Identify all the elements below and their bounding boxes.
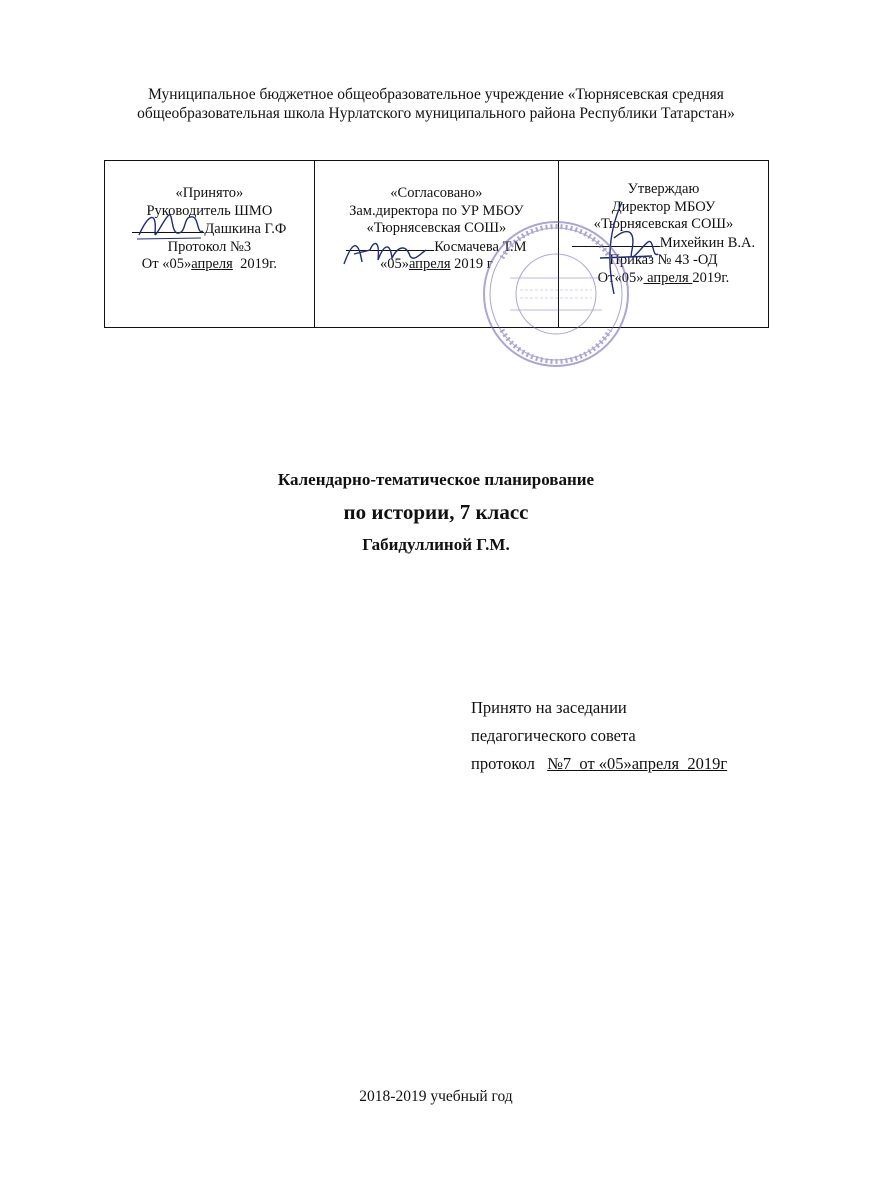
approved-title: Утверждаю (627, 181, 700, 197)
org-line-1: Муниципальное бюджетное общеобразовательное учреждение «Тюрнясевская средняя (148, 86, 724, 103)
signature-shmo-head (135, 205, 207, 245)
council-line-2: педагогического совета (471, 726, 636, 745)
agreed-school: «Тюрнясевская СОШ» (366, 220, 507, 236)
council-note (471, 694, 727, 778)
academic-year: 2018-2019 учебный год (359, 1088, 513, 1105)
accepted-role: Руководитель ШМО (146, 202, 273, 219)
approved-role: Директор МБОУ (611, 198, 716, 215)
agreed-name: Космачева Т.М (434, 238, 527, 255)
agreed-title: «Согласовано» (390, 185, 483, 201)
council-line-3: протокол №7 от «05»апреля 2019г (471, 754, 728, 773)
council-line-1: Принято на заседании (471, 698, 627, 717)
signature-deputy (340, 232, 430, 272)
approved-order: Приказ № 43 -ОД (609, 252, 718, 268)
accepted-protocol: Протокол №3 (167, 238, 252, 255)
approved-date: От«05» апреля 2019г. (597, 269, 730, 286)
document-subject: по истории, 7 класс (343, 500, 529, 524)
approved-school: «Тюрнясевская СОШ» (593, 216, 734, 232)
document-teacher: Габидуллиной Г.М. (362, 535, 510, 554)
approved-name: Михейкин В.А. (659, 234, 756, 251)
agreed-date: «05»апреля 2019 г (379, 256, 493, 272)
document-title: Календарно-тематическое планирование (277, 470, 595, 489)
accepted-name: Дашкина Г.Ф (204, 221, 287, 237)
accepted-title: «Принято» (175, 185, 244, 201)
organization-header (90, 85, 782, 123)
org-line-2: общеобразовательная школа Нурлатского муниципального района Республики Татарстан» (137, 105, 735, 122)
school-stamp (480, 218, 632, 370)
accepted-date: От «05»апреля 2019г. (141, 256, 277, 272)
agreed-role: Зам.директора по УР МБОУ (349, 202, 524, 219)
